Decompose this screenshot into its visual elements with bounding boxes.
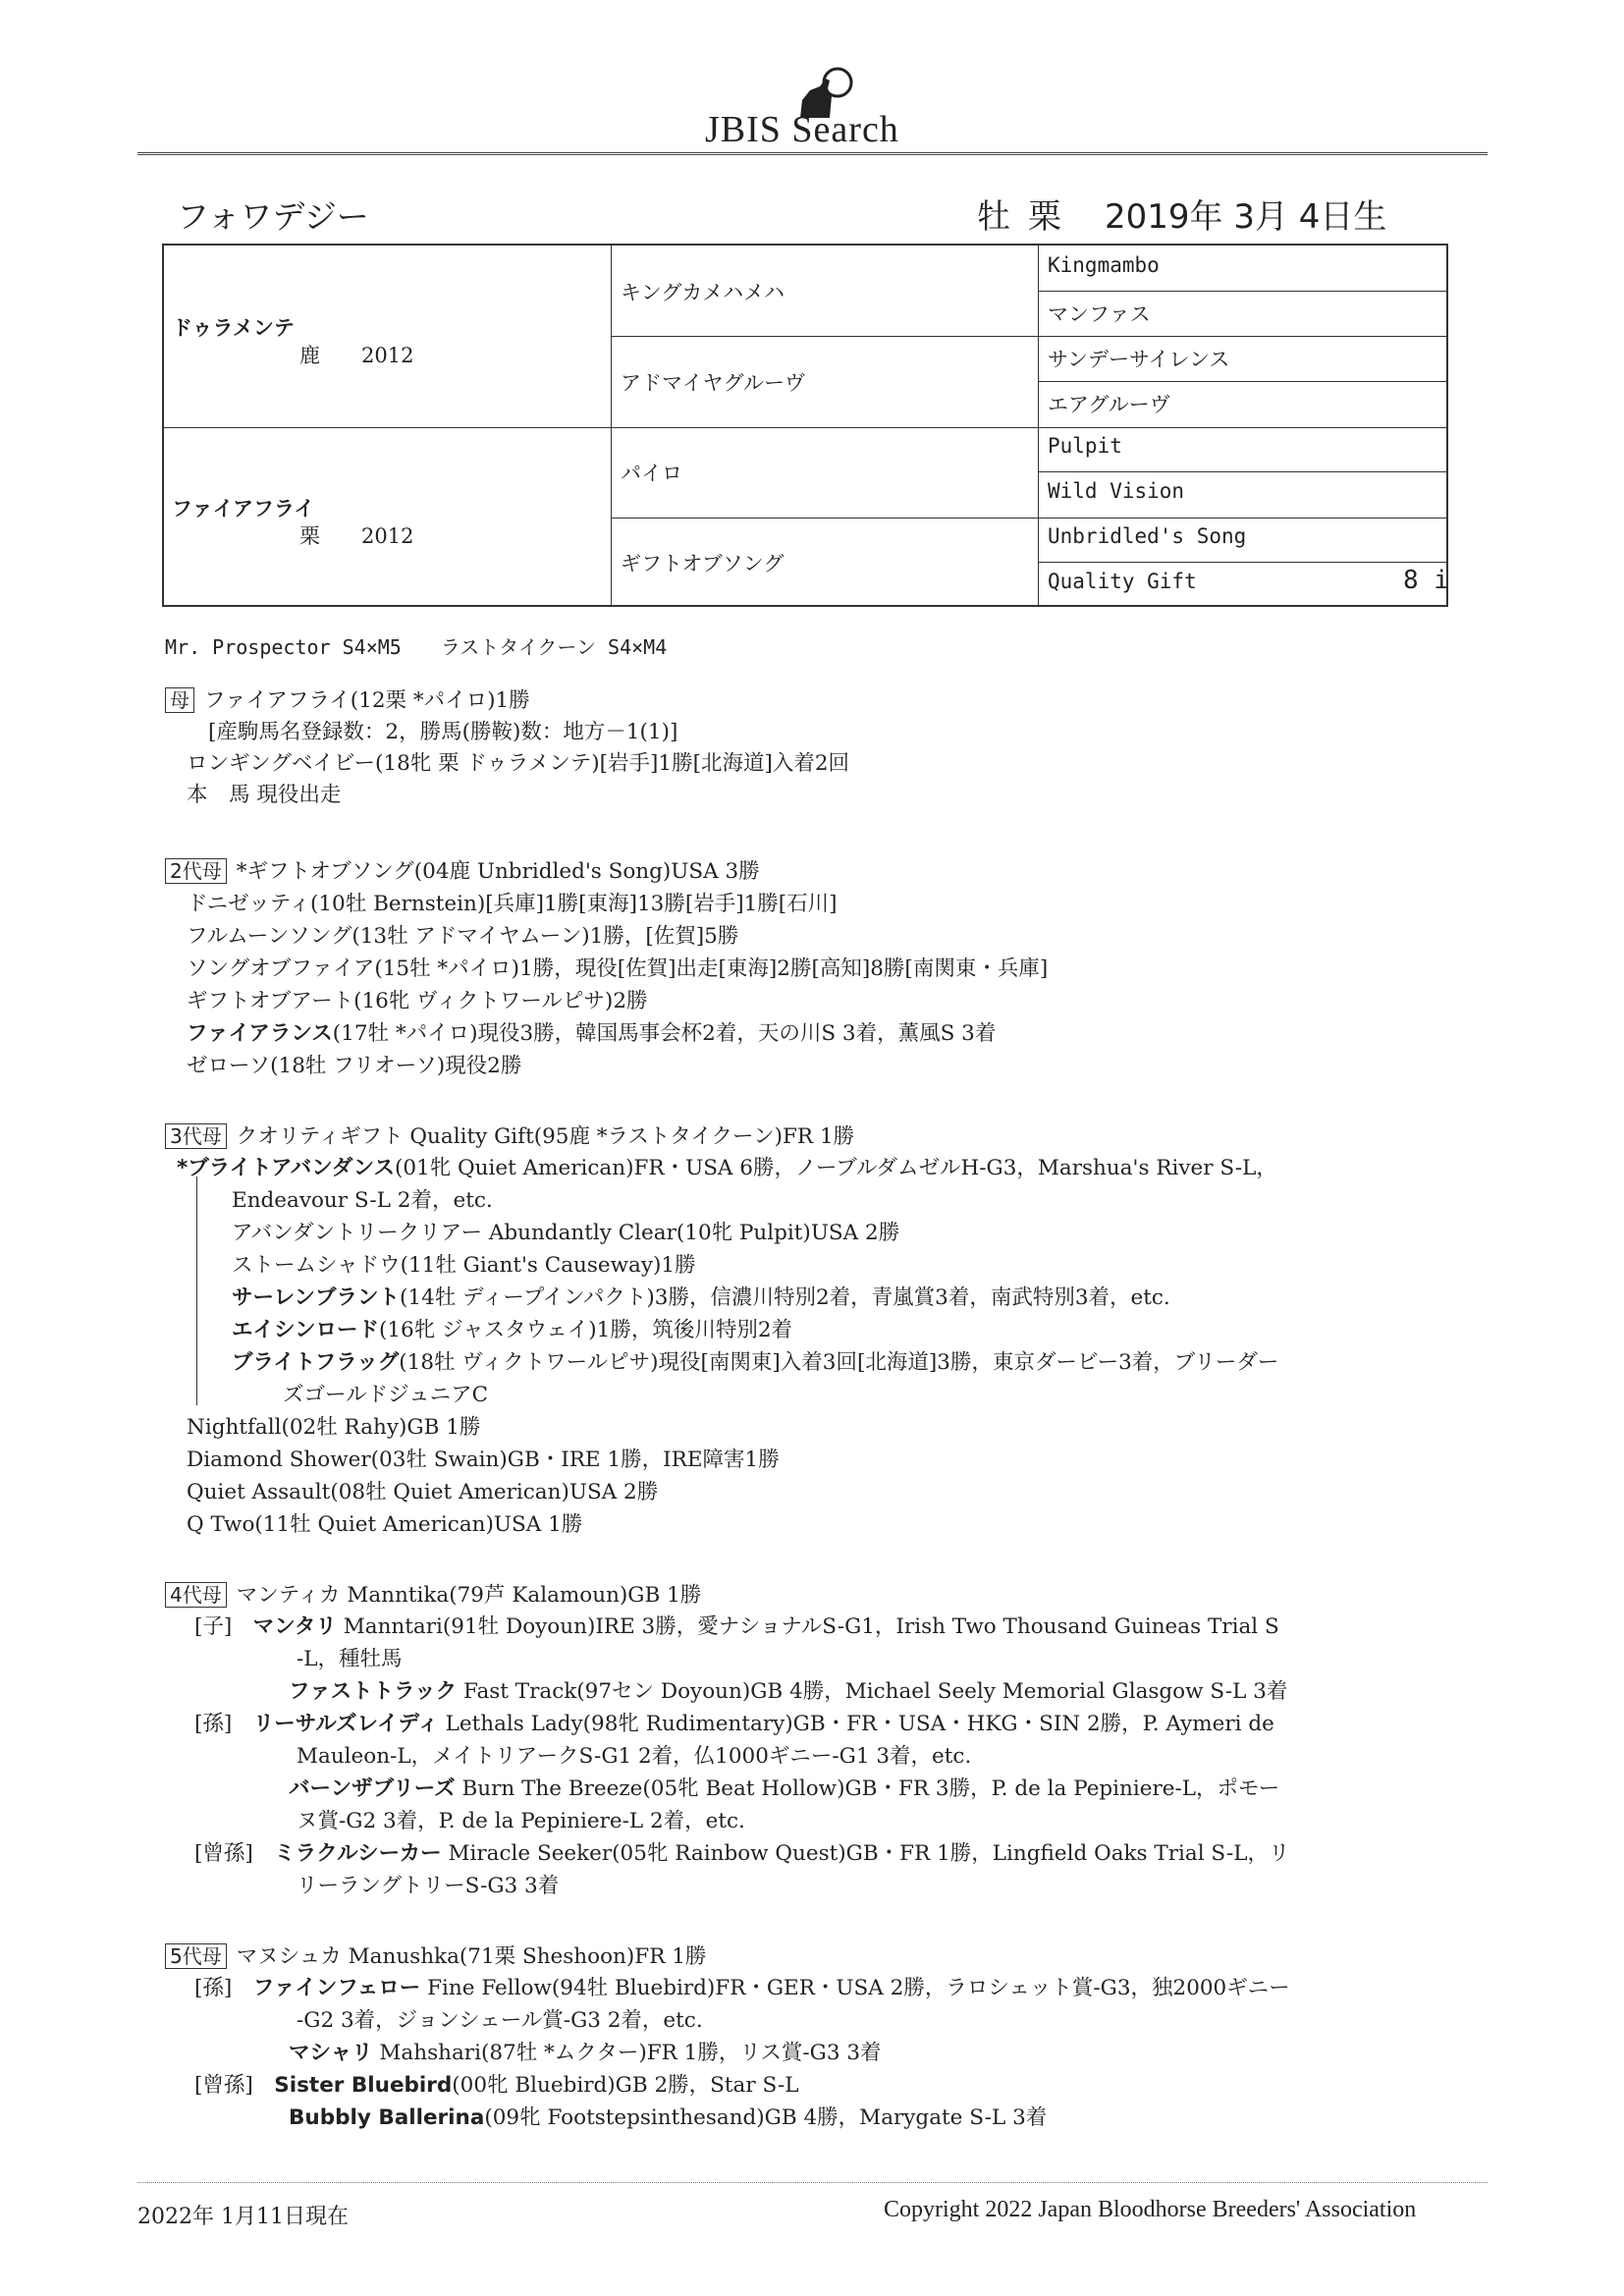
family-line bbox=[297, 1739, 971, 1770]
family-line bbox=[232, 1313, 792, 1343]
generation-heading bbox=[165, 683, 530, 714]
family-line bbox=[289, 1772, 1279, 1802]
line-text: (01牝 Quiet American)FR・USA 6勝，ノーブルダムゼルH-G3，Marshua's River S-L， bbox=[394, 1156, 1277, 1180]
notable-horse: Sister Bluebird bbox=[274, 2073, 453, 2098]
line-text: ゼローソ(18牡 フリオーソ)現役2勝 bbox=[187, 1054, 522, 1078]
generation-tag: 5代母 bbox=[165, 1943, 227, 1969]
line-text: Burn The Breeze(05牝 Beat Hollow)GB・FR 3勝，P. de la Pepiniere-L，ポモー bbox=[455, 1777, 1280, 1801]
notable-horse: ファインフェロー bbox=[252, 1976, 421, 2000]
line-text: ズゴールドジュニアC bbox=[283, 1383, 489, 1407]
family-line bbox=[187, 1507, 582, 1538]
family-line bbox=[232, 1345, 1278, 1376]
line-text: ファイアフライ(12栗 *パイロ)1勝 bbox=[204, 688, 530, 713]
g3-ancestor: Unbridled's Song bbox=[1048, 524, 1247, 548]
family-line bbox=[297, 2003, 703, 2034]
inbreeding-note: Mr. Prospector S4×M5 ラストタイクーン S4×M4 bbox=[165, 635, 668, 659]
line-text: Q Two(11牡 Quiet American)USA 1勝 bbox=[187, 1512, 583, 1537]
family-line bbox=[187, 1016, 996, 1047]
family-line bbox=[194, 1707, 1274, 1737]
line-text: (14牡 ディープインパクト)3勝，信濃川特別2着，青嵐賞3着，南武特別3着，etc. bbox=[400, 1285, 1170, 1310]
family-line bbox=[194, 2068, 799, 2099]
g3-ancestor: マンファス bbox=[1048, 302, 1151, 326]
notable-horse: バーンザブリーズ bbox=[289, 1777, 456, 1801]
notable-horse: Bubbly Ballerina bbox=[289, 2105, 485, 2130]
sire-info: 鹿 2012 bbox=[299, 344, 414, 367]
family-line bbox=[177, 1151, 1277, 1181]
family-number: 8 i bbox=[1403, 566, 1449, 595]
generation-tag: 2代母 bbox=[165, 858, 227, 884]
line-text: ドニゼッティ(10牡 Bernstein)[兵庫]1勝[東海]13勝[岩手]1勝[石川] bbox=[187, 892, 838, 916]
line-text: Fine Fellow(94牡 Bluebird)FR・GER・USA 2勝，ラロシェット賞-G3，独2000ギニー bbox=[420, 1976, 1290, 2000]
family-line bbox=[297, 1869, 559, 1899]
line-text: Nightfall(02牡 Rahy)GB 1勝 bbox=[187, 1415, 481, 1440]
line-text: マンティカ Manntika(79芦 Kalamoun)GB 1勝 bbox=[236, 1583, 702, 1608]
family-line bbox=[232, 1216, 899, 1246]
notable-horse: リーサルズレイディ bbox=[252, 1712, 439, 1736]
line-text: [曾孫] bbox=[194, 2073, 275, 2098]
sire-name: ドゥラメンテ bbox=[172, 316, 295, 340]
family-line bbox=[194, 1836, 1290, 1867]
line-text: -G2 3着，ジョンシェール賞-G3 2着，etc. bbox=[297, 2008, 703, 2033]
family-line bbox=[232, 1281, 1170, 1311]
as-of-date: 2022年 1月11日現在 bbox=[137, 2205, 349, 2229]
g2-ancestor: パイロ bbox=[621, 462, 682, 485]
generation-heading bbox=[165, 854, 760, 885]
g3-ancestor: サンデーサイレンス bbox=[1048, 348, 1230, 371]
horse-color: 栗 bbox=[1028, 197, 1061, 237]
line-text: マヌシュカ Manushka(71栗 Sheshoon)FR 1勝 bbox=[236, 1944, 707, 1969]
notable-horse: サーレンブラント bbox=[232, 1285, 401, 1310]
line-text: ソングオブファイア(15牡 *パイロ)1勝，現役[佐賀]出走[東海]2勝[高知]8勝[南関東・兵庫] bbox=[187, 957, 1049, 981]
notable-horse: ミラクルシーカー bbox=[274, 1841, 442, 1866]
g3-ancestor: エアグルーヴ bbox=[1048, 393, 1170, 416]
dam-name: ファイアフライ bbox=[172, 497, 315, 520]
generation-heading bbox=[165, 1120, 854, 1150]
line-text: (09牝 Footstepsinthesand)GB 4勝，Marygate S-L 3着 bbox=[484, 2105, 1048, 2130]
line-text: ヌ賞-G2 3着，P. de la Pepiniere-L 2着，etc. bbox=[297, 1809, 745, 1833]
horse-birth: 2019年 3月 4日生 bbox=[1105, 197, 1387, 237]
notable-horse: エイシンロード bbox=[232, 1318, 379, 1342]
notable-horse: マシャリ bbox=[289, 2041, 373, 2065]
generation-tag: 母 bbox=[165, 687, 194, 713]
notable-horse: ブライトフラッグ bbox=[232, 1350, 400, 1375]
horse-sex: 牡 bbox=[977, 197, 1010, 237]
line-text: [子] bbox=[194, 1614, 253, 1639]
line-text: [孫] bbox=[194, 1976, 253, 2000]
footer-divider bbox=[137, 2182, 1488, 2183]
family-line bbox=[289, 2101, 1047, 2131]
line-text: Manntari(91牡 Doyoun)IRE 3勝，愛ナショナルS-G1，Irish Two Thousand Guineas Trial S bbox=[336, 1614, 1279, 1639]
family-line bbox=[289, 2036, 882, 2066]
generation-tag: 3代母 bbox=[165, 1123, 227, 1149]
line-text: -L，種牡馬 bbox=[297, 1647, 403, 1671]
family-line bbox=[187, 1049, 521, 1079]
g2-ancestor: ギフトオブソング bbox=[621, 552, 785, 575]
line-text: Fast Track(97セン Doyoun)GB 4勝，Michael Seely Memorial Glasgow S-L 3着 bbox=[457, 1679, 1288, 1704]
line-text: クオリティギフト Quality Gift(95鹿 *ラストタイクーン)FR 1勝 bbox=[236, 1124, 855, 1149]
family-line bbox=[194, 1971, 1290, 2001]
g2-ancestor: キングカメハメハ bbox=[621, 281, 785, 304]
line-text: Mauleon-L，メイトリアークS-G1 2着，仏1000ギニー-G1 3着，etc. bbox=[297, 1744, 972, 1769]
family-line bbox=[232, 1248, 696, 1279]
line-text: Diamond Shower(03牡 Swain)GB・IRE 1勝，IRE障害1勝 bbox=[187, 1448, 780, 1472]
header-divider bbox=[137, 152, 1488, 155]
family-line bbox=[187, 887, 838, 917]
horse-name: フォワデジー bbox=[177, 197, 369, 236]
line-text: [曾孫] bbox=[194, 1841, 275, 1866]
notable-horse: マンタリ bbox=[252, 1614, 337, 1639]
family-line bbox=[187, 1410, 480, 1441]
family-line bbox=[232, 1183, 493, 1214]
line-text: (16牝 ジャスタウェイ)1勝，筑後川特別2着 bbox=[378, 1318, 793, 1342]
logo-text: JBIS Search bbox=[705, 109, 899, 150]
pedigree-table bbox=[162, 244, 1448, 607]
notable-horse: ファストトラック bbox=[289, 1679, 458, 1704]
g3-ancestor: Kingmambo bbox=[1048, 253, 1160, 277]
family-line bbox=[297, 1642, 403, 1672]
family-line bbox=[289, 1674, 1287, 1705]
line-text: (17牡 *パイロ)現役3勝，韓国馬事会杯2着，天の川S 3着，薫風S 3着 bbox=[332, 1021, 997, 1046]
notable-horse: *ブライトアバンダンス bbox=[177, 1156, 395, 1180]
line-text: [産駒馬名登録数：2，勝馬(勝鞍)数：地方－1(1)] bbox=[208, 720, 678, 744]
generation-heading bbox=[165, 1578, 701, 1609]
family-line bbox=[194, 1610, 1279, 1640]
descendant-bracket bbox=[196, 1176, 197, 1405]
family-line bbox=[187, 1443, 780, 1473]
line-text: 本 馬 現役出走 bbox=[187, 783, 342, 807]
line-text: (18牡 ヴィクトワールピサ)現役[南関東]入着3回[北海道]3勝，東京ダービー3着，ブリーダー bbox=[399, 1350, 1279, 1375]
g3-ancestor: Wild Vision bbox=[1048, 479, 1185, 503]
generation-heading bbox=[165, 1940, 706, 1970]
g3-ancestor: Quality Gift bbox=[1048, 570, 1197, 593]
line-text: アバンダントリークリアー Abundantly Clear(10牝 Pulpit)USA 2勝 bbox=[232, 1221, 900, 1245]
line-text: Mahshari(87牡 *ムクター)FR 1勝，リス賞-G3 3着 bbox=[372, 2041, 882, 2065]
line-text: Endeavour S-L 2着，etc. bbox=[232, 1188, 493, 1213]
family-line bbox=[297, 1804, 745, 1834]
dam-info: 栗 2012 bbox=[299, 524, 414, 548]
family-line bbox=[187, 952, 1048, 982]
notable-horse: ファイアランス bbox=[187, 1021, 333, 1046]
copyright: Copyright 2022 Japan Bloodhorse Breeders' Association bbox=[884, 2197, 1417, 2222]
line-text: Miracle Seeker(05牝 Rainbow Quest)GB・FR 1勝，Lingfield Oaks Trial S-L，リ bbox=[441, 1841, 1290, 1866]
horse-info bbox=[977, 190, 1404, 238]
line-text: リーラングトリーS-G3 3着 bbox=[297, 1874, 560, 1898]
line-text: (00牝 Bluebird)GB 2勝，Star S-L bbox=[452, 2073, 799, 2098]
g3-ancestor: Pulpit bbox=[1048, 434, 1122, 458]
family-line bbox=[187, 1475, 658, 1505]
line-text: ギフトオブアート(16牝 ヴィクトワールピサ)2勝 bbox=[187, 989, 648, 1013]
line-text: *ギフトオブソング(04鹿 Unbridled's Song)USA 3勝 bbox=[236, 859, 760, 884]
line-text: [孫] bbox=[194, 1712, 253, 1736]
family-line bbox=[283, 1378, 488, 1408]
line-text: ストームシャドウ(11牡 Giant's Causeway)1勝 bbox=[232, 1253, 696, 1278]
line-text: Quiet Assault(08牡 Quiet American)USA 2勝 bbox=[187, 1480, 659, 1504]
line-text: Lethals Lady(98牝 Rudimentary)GB・FR・USA・HKG・SIN 2勝，P. Aymeri de bbox=[438, 1712, 1274, 1736]
line-text: フルムーンソング(13牡 アドマイヤムーン)1勝，[佐賀]5勝 bbox=[187, 924, 739, 949]
family-line bbox=[187, 919, 738, 950]
family-line bbox=[187, 984, 648, 1014]
family-line bbox=[187, 778, 341, 808]
generation-tag: 4代母 bbox=[165, 1582, 227, 1608]
line-text: ロンギングベイビー(18牝 栗 ドゥラメンテ)[岩手]1勝[北海道]入着2回 bbox=[187, 751, 850, 776]
g2-ancestor: アドマイヤグルーヴ bbox=[621, 371, 805, 395]
family-line bbox=[187, 746, 849, 777]
family-line bbox=[208, 715, 677, 745]
jbis-search-logo bbox=[697, 61, 952, 154]
